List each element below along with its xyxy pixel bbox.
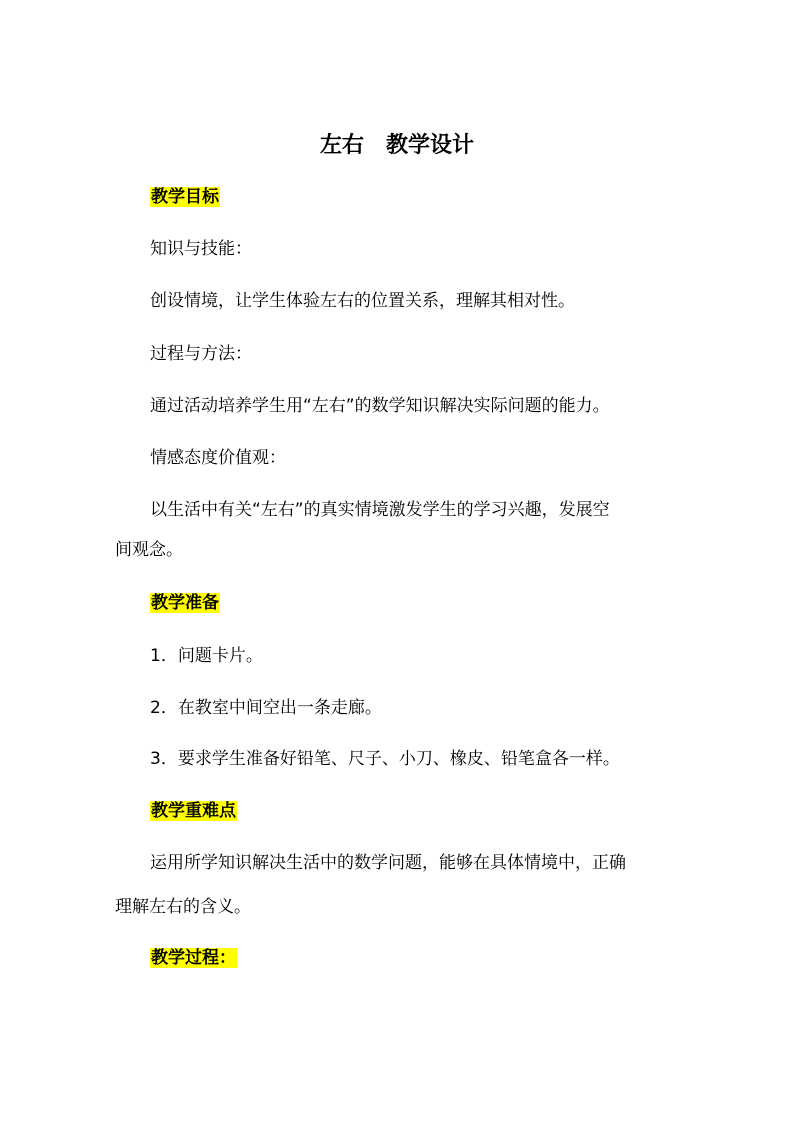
preparation-item: 2．在教室中间空出一条走廊。 — [150, 698, 382, 718]
emotion-text-line1: 以生活中有关“左右”的真实情境激发学生的学习兴趣，发展空 — [150, 500, 610, 520]
preparation-item: 3．要求学生准备好铅笔、尺子、小刀、橡皮、铅笔盒各一样。 — [150, 749, 620, 769]
document-title: 左右 教学设计 — [319, 132, 474, 158]
heading-process — [150, 945, 237, 971]
emotion-text-line2: 间观念。 — [115, 540, 183, 560]
knowledge-text: 创设情境，让学生体验左右的位置关系，理解其相对性。 — [150, 291, 575, 311]
heading-preparation-text: 教学准备 — [151, 593, 219, 613]
heading-preparation — [150, 590, 220, 616]
process-label: 过程与方法： — [150, 344, 252, 364]
heading-key-points — [150, 798, 237, 824]
key-points-text-line1: 运用所学知识解决生活中的数学问题，能够在具体情境中，正确 — [150, 853, 626, 873]
key-points-text-line2: 理解左右的含义。 — [115, 897, 251, 917]
heading-process-text: 教学过程： — [151, 948, 236, 968]
heading-objectives-text: 教学目标 — [151, 187, 219, 207]
emotion-label: 情感态度价值观： — [150, 448, 286, 468]
knowledge-label: 知识与技能： — [150, 239, 252, 259]
preparation-item: 1．问题卡片。 — [150, 646, 263, 666]
heading-objectives — [150, 184, 220, 210]
heading-key-points-text: 教学重难点 — [151, 801, 236, 821]
process-text: 通过活动培养学生用“左右”的数学知识解决实际问题的能力。 — [150, 396, 610, 416]
